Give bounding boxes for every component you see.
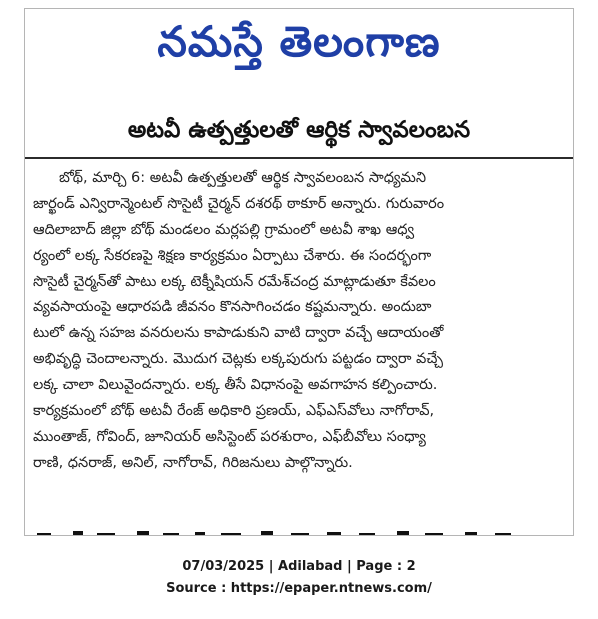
article-line: రాణి, ధనరాజ్‌, అనిల్‌, నాగోరావ్‌, గిరిజనులు పాల్గొన్నారు. xyxy=(33,454,353,471)
masthead-title: నమస్తే తెలంగాణ xyxy=(157,17,441,66)
footer-date-edition: 07/03/2025 | Adilabad | Page : 2 xyxy=(182,559,416,574)
article-line: లక్క చాలా విలువైందన్నారు. లక్క తీసే విధానంపై అవగాహన కల్పించారు. xyxy=(33,377,438,394)
article-headline: అటవీ ఉత్పత్తులతో ఆర్థిక స్వావలంబన xyxy=(127,117,471,143)
article-line: సొసైటీ చైర్మన్‌తో పాటు లక్క టెక్నీషియన్‌ రమేశ్‌చంద్ర మాట్లాడుతూ కేవలం xyxy=(33,273,436,290)
article-line: బోథ్‌, మార్చి 6: అటవీ ఉత్పత్తులతో ఆర్థిక స్వావలంబన సాధ్యమని xyxy=(59,170,427,186)
article-body xyxy=(33,166,565,477)
article-line: ర్యంలో లక్క సేకరణపై శిక్షణ కార్యక్రమం ఏర్పాటు చేశారు. ఈ సందర్భంగా xyxy=(33,247,432,264)
footer-source: Source : https://epaper.ntnews.com/ xyxy=(166,581,432,596)
article-line: ఆదిలాబాద్‌ జిల్లా బోథ్‌ మండలం మర్లపల్లి గ్రామంలో అటవీ శాఖ ఆధ్వ xyxy=(33,221,415,238)
article-line: అభివృద్ధి చెందాలన్నారు. మొదుగ చెట్లకు లక్కపురుగు పట్టడం ద్వారా వచ్చే xyxy=(33,351,443,368)
article-line: కార్యక్రమంలో బోథ్‌ అటవీ రేంజ్‌ అధికారి ప్రణయ్‌, ఎఫ్‌ఎస్‌వోలు నాగోరావ్‌, xyxy=(33,403,435,420)
article-line: ముంతాజ్‌, గోవింద్‌, జూనియర్‌ అసిస్టెంట్‌ పరశురాం, ఎఫ్‌బీవోలు సంధ్యా xyxy=(33,428,426,445)
article-line: టులో ఉన్న సహజ వనరులను కాపాడుకుని వాటి ద్వారా వచ్చే ఆదాయంతో xyxy=(33,325,444,342)
next-article-headline-fragment xyxy=(25,521,573,536)
article-line: వ్యవసాయంపై ఆధారపడి జీవనం కొనసాగించడం కష్టమన్నారు. అందుబా xyxy=(33,299,432,316)
masthead xyxy=(25,9,573,85)
headline-rule xyxy=(25,157,573,159)
newspaper-clipping xyxy=(24,8,574,536)
article-line: జార్ఖండ్‌ ఎన్విరాన్మెంటల్‌ సొసైటీ చైర్మన్‌ దశరథ్‌ ఠాకూర్‌ అన్నారు. గురువారం xyxy=(33,195,445,212)
